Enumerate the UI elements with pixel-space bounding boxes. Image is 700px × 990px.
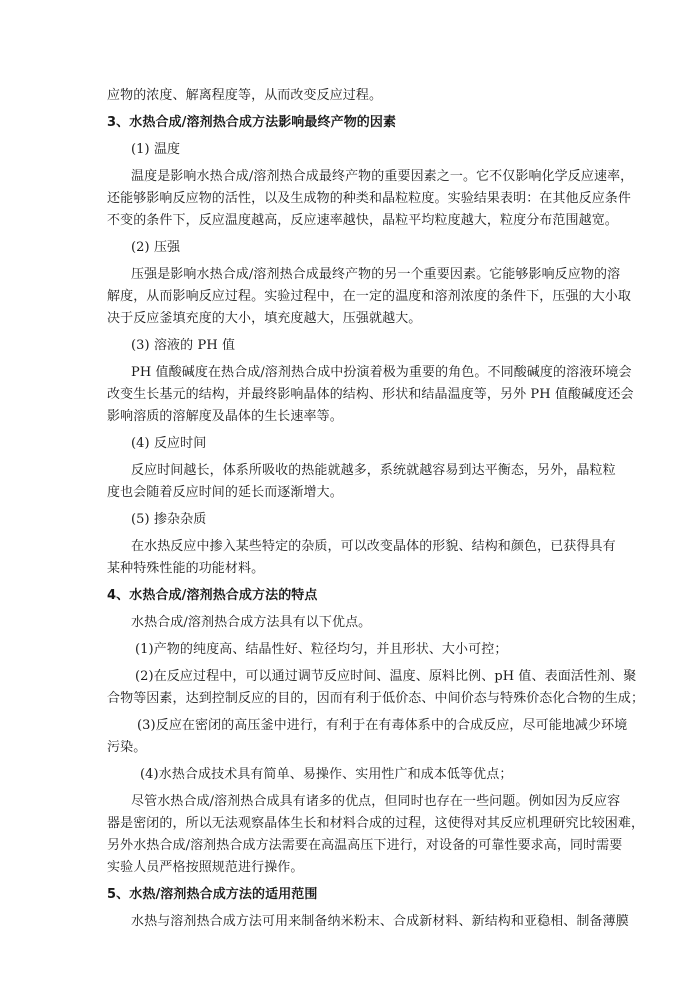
paragraph-line: 影响溶质的溶解度及晶体的生长速率等。 [107,409,343,424]
subheading-ph: (3) 溶液的 PH 值 [131,338,236,353]
paragraph-line: 压强是影响水热合成/溶剂热合成最终产物的另一个重要因素。它能够影响反应物的溶 [131,267,621,282]
paragraph-line: 改变生长基元的结构，并最终影响晶体的结构、形状和结晶温度等，另外 PH 值酸碱度还会 [107,387,634,402]
paragraph-line: 实验人员严格按照规范进行操作。 [107,860,304,875]
paragraph-line: 温度是影响水热合成/溶剂热合成最终产物的重要因素之一。它不仅影响化学反应速率， [131,169,634,184]
list-item: (4)水热合成技术具有简单、易操作、实用性广和成本低等优点； [140,767,513,782]
paragraph-line: 合物等因素，达到控制反应的目的，因而有利于低价态、中间价态与特殊价态化合物的生成； [107,691,645,706]
subheading-temperature: (1) 温度 [131,142,181,157]
subheading-pressure: (2) 压强 [131,240,181,255]
paragraph-line: 应物的浓度、解离程度等，从而改变反应过程。 [107,88,383,103]
paragraph-line: 尽管水热合成/溶剂热合成具有诸多的优点，但同时也存在一些问题。例如因为反应容 [131,794,621,809]
paragraph-line: 污染。 [107,740,147,755]
paragraph-line: 度也会随着反应时间的延长而逐渐增大。 [107,485,343,500]
paragraph-line: 还能够影响反应物的活性，以及生成物的种类和晶粒粒度。实验结果表明：在其他反应条件 [107,191,632,206]
paragraph-line: 解度，从而影响反应过程。实验过程中，在一定的温度和溶剂浓度的条件下，压强的大小取 [107,289,632,304]
paragraph-line: 水热与溶剂热合成方法可用来制备纳米粉末、合成新材料、新结构和亚稳相、制备薄膜 [131,914,629,929]
section-heading-4: 4、水热合成/溶剂热合成方法的特点 [107,588,318,603]
paragraph-line: 器是密闭的，所以无法观察晶体生长和材料合成的过程，这使得对其反应机理研究比较困难， [107,816,645,831]
list-item: (1)产物的纯度高、结晶性好、粒径均匀，并且形状、大小可控； [135,642,508,657]
paragraph-line: 在水热反应中掺入某些特定的杂质，可以改变晶体的形貌、结构和颜色，已获得具有 [131,539,616,554]
paragraph-line: 某种特殊性能的功能材料。 [107,561,265,576]
section-heading-3: 3、水热合成/溶剂热合成方法影响最终产物的因素 [107,115,397,130]
subheading-reaction-time: (4) 反应时间 [131,436,207,451]
paragraph-line: PH 值酸碱度在热合成/溶剂热合成中扮演着极为重要的角色。不同酸碱度的溶液环境会 [131,365,632,380]
paragraph-line: 决于反应釜填充度的大小，填充度越大，压强就越大。 [107,311,422,326]
paragraph-line: 不变的条件下，反应温度越高，反应速率越快，晶粒平均粒度越大，粒度分布范围越宽。 [107,213,618,228]
paragraph-line: 反应时间越长，体系所吸收的热能就越多，系统就越容易到达平衡态，另外，晶粒粒 [131,463,616,478]
list-item: (2)在反应过程中，可以通过调节反应时间、温度、原料比例、pH 值、表面活性剂、聚 [135,669,637,684]
list-item: (3)反应在密闭的高压釜中进行，有利于在有毒体系中的合成反应，尽可能地减少环境 [137,718,628,733]
section-heading-5: 5、水热/溶剂热合成方法的适用范围 [107,887,318,902]
paragraph-line: 水热合成/溶剂热合成方法具有以下优点。 [131,615,372,630]
subheading-impurities: (5) 掺杂杂质 [131,512,207,527]
paragraph-line: 另外水热合成/溶剂热合成方法需要在高温高压下进行，对设备的可靠性要求高，同时需要 [107,838,623,853]
